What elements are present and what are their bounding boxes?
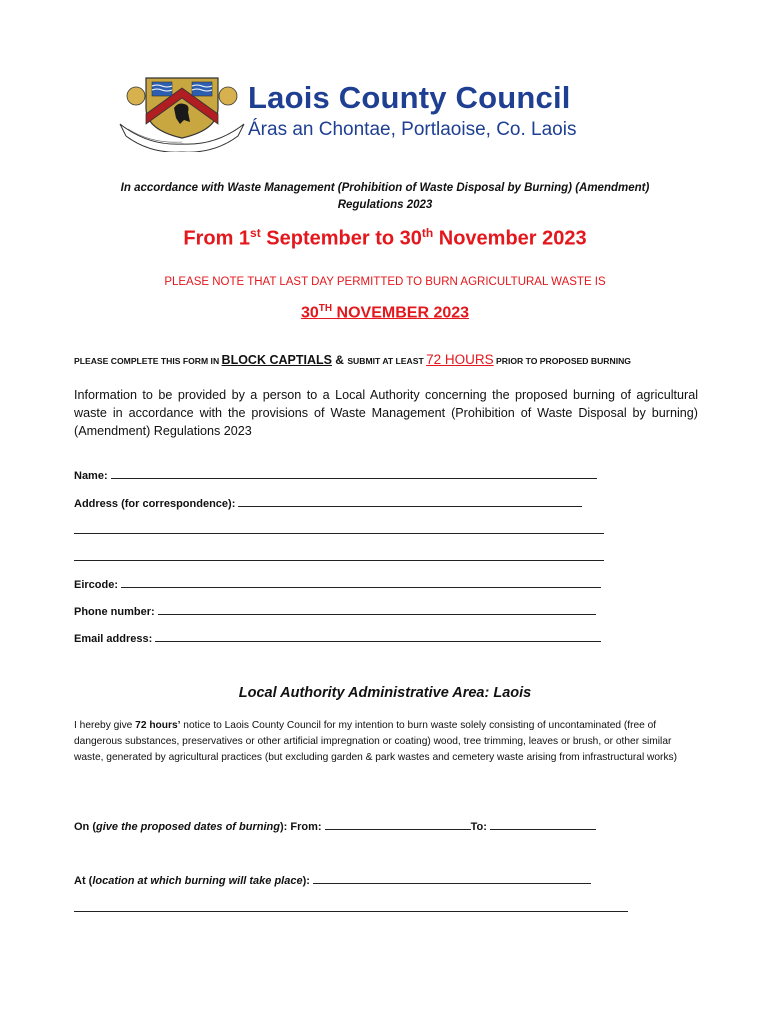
location-input-line-2[interactable]: [74, 910, 628, 912]
email-field[interactable]: [74, 631, 601, 645]
notice-post: notice to Laois County Council for my intention to burn waste solely consisting of uncontaminated (free of dangerous substances, preservatives or other artificial impregnation or coating) wood, tree trimming, leaves or brush, or other similar waste, generated by agricultural practices (but excluding garden & park wastes and cemetery waste arising from infrastructural works): [74, 720, 678, 763]
email-input-line[interactable]: [155, 631, 601, 642]
dates-to-label: To:: [470, 821, 487, 833]
council-address: Áras an Chontae, Portlaoise, Co. Laois: [248, 119, 577, 140]
location-close-label: ):: [302, 875, 310, 887]
location-at-label: At (: [74, 875, 93, 887]
instruction-amp: &: [331, 353, 348, 367]
period-to-sup: th: [421, 226, 434, 240]
eircode-field[interactable]: [74, 577, 601, 591]
notice-pre: I hereby give: [74, 720, 136, 731]
email-label: Email address:: [74, 633, 153, 645]
instruction-part-3: PRIOR TO PROPOSED BURNING: [493, 356, 631, 366]
address-input-line-3[interactable]: [74, 550, 604, 561]
location-at-italic: location at which burning will take place: [92, 875, 303, 887]
last-date-rest: NOVEMBER 2023: [332, 304, 470, 322]
last-date-day: 30: [300, 304, 319, 322]
phone-input-line[interactable]: [158, 604, 596, 615]
instruction-part-1: PLEASE COMPLETE THIS FORM IN: [74, 356, 222, 366]
instruction-part-2: SUBMIT AT LEAST: [347, 356, 427, 366]
address-label: Address (for correspondence):: [74, 498, 236, 510]
period-mid: September to 30: [260, 227, 422, 250]
last-day-note: PLEASE NOTE THAT LAST DAY PERMITTED TO BURN AGRICULTURAL WASTE IS: [164, 276, 606, 288]
last-day-date: [0, 303, 770, 322]
address-line-3[interactable]: [74, 550, 604, 564]
information-paragraph: Information to be provided by a person to a Local Authority concerning the proposed burning of agricultural waste in accordance with the provisions of Waste Management (Prohibition of Waste Disposal by burning) (Amendment) Regulations 2023: [74, 388, 698, 438]
burning-dates-field[interactable]: [74, 819, 596, 833]
intro-line-1: In accordance with Waste Management (Prohibition of Waste Disposal by Burning) (Amendment): [120, 182, 650, 194]
eircode-label: Eircode:: [74, 579, 119, 591]
notice-paragraph: [74, 718, 694, 766]
council-crest-logo: [118, 74, 246, 152]
period-from: From 1: [183, 227, 251, 250]
burning-location-field[interactable]: [74, 873, 591, 887]
phone-label: Phone number:: [74, 606, 155, 618]
notice-hours: 72 hours’: [135, 720, 181, 731]
date-from-input-line[interactable]: [325, 819, 471, 830]
dates-from-label: ): From:: [279, 821, 322, 833]
form-instruction: [74, 352, 631, 367]
phone-field[interactable]: [74, 604, 596, 618]
instruction-hours: 72 HOURS: [426, 352, 494, 367]
regulation-intro: [40, 180, 730, 214]
dates-on-label: On (: [74, 821, 96, 833]
dates-on-italic: give the proposed dates of burning: [96, 821, 280, 833]
name-input-line[interactable]: [111, 468, 597, 479]
instruction-block-capitals: BLOCK CAPTIALS: [221, 353, 332, 367]
name-field[interactable]: [74, 468, 597, 482]
address-field[interactable]: [74, 496, 582, 510]
last-date-sup: TH: [318, 303, 333, 314]
local-authority-heading: Local Authority Administrative Area: Laois: [238, 685, 532, 701]
address-input-line-2[interactable]: [74, 523, 604, 534]
burning-period-heading: [0, 226, 770, 251]
period-from-sup: st: [250, 226, 261, 240]
address-input-line[interactable]: [238, 496, 582, 507]
address-line-2[interactable]: [74, 523, 604, 537]
period-end: November 2023: [433, 227, 587, 250]
name-label: Name:: [74, 470, 108, 482]
location-input-line[interactable]: [313, 873, 591, 884]
eircode-input-line[interactable]: [121, 577, 601, 588]
council-name: Laois County Council: [248, 80, 571, 115]
intro-line-2: Regulations 2023: [337, 199, 433, 211]
date-to-input-line[interactable]: [490, 819, 596, 830]
